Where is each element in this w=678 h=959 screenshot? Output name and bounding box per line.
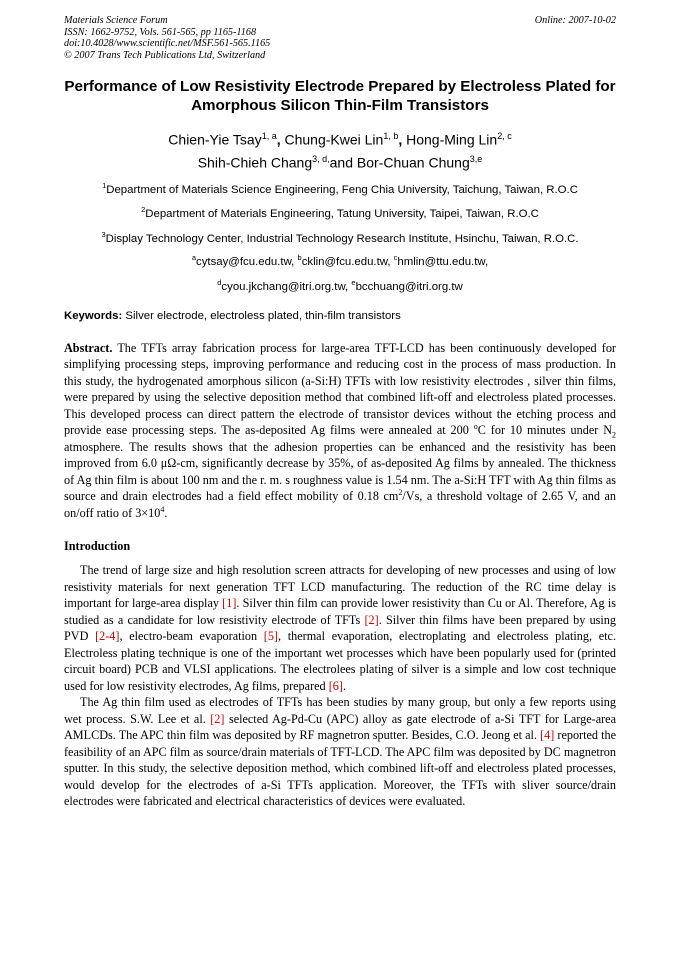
paragraph-text: . bbox=[342, 678, 346, 693]
degree-symbol: o bbox=[473, 422, 478, 432]
keywords-label: Keywords: bbox=[64, 309, 123, 322]
journal-name: Materials Science Forum bbox=[64, 15, 168, 26]
journal-copyright: © 2007 Trans Tech Publications Ltd, Switzerland bbox=[64, 49, 266, 61]
affiliation-text: Department of Materials Science Engineering, Feng Chia University, Taichung, Taiwan, R.O.C bbox=[106, 183, 578, 196]
abstract-label: Abstract. bbox=[64, 340, 113, 355]
email-link[interactable]: hmlin@ttu.edu.tw, bbox=[397, 255, 489, 268]
author-line-2 bbox=[64, 150, 616, 173]
citation-link[interactable]: [6] bbox=[328, 678, 343, 693]
citation-link[interactable]: [5] bbox=[263, 629, 278, 644]
author-name: Hong-Ming Lin bbox=[406, 132, 498, 149]
email-line-2: $^d$cyou.jkchang@itri.org.tw, $^e$bcchuang@itri.org.tw bbox=[217, 277, 463, 293]
paragraph-text: selected Ag-Pd-Cu (APC) alloy as gate electrode of a-Si TFT for Large-area AMLCDs. The APC thin film was deposited by RF magnetron sputter. Besides, C.O. Jeong et al. bbox=[64, 711, 616, 743]
citation-link[interactable]: [1] bbox=[222, 596, 237, 611]
paper-title: Performance of Low Resistivity Electrode Prepared by Electroless Plated for Amorphous Silicon Thin-Film Transistors bbox=[64, 78, 616, 115]
online-date: Online: 2007-10-02 bbox=[534, 15, 616, 26]
superscript: 4 bbox=[160, 504, 165, 514]
paragraph-text: The Ag thin film used as electrodes of TFTs has been studies by many group, but only a few reports using wet process. S.W. Lee et al. bbox=[64, 695, 616, 726]
citation-link[interactable]: [2] bbox=[210, 711, 225, 726]
journal-header bbox=[64, 15, 616, 61]
author-affil-mark: 3,e bbox=[469, 154, 483, 165]
affiliation-mark: 2 bbox=[141, 205, 146, 215]
citation-link[interactable]: [2] bbox=[364, 612, 379, 627]
abstract-text: C for 10 minutes under N bbox=[477, 423, 613, 438]
paragraph-text: The trend of large size and high resolution screen attracts for developing of new processes and using of low resistivity materials for next generation TFT LCD manufacturing. The reduction of the RC time delay is important for large-area display bbox=[64, 563, 616, 611]
author-name: Shih-Chieh Chang bbox=[197, 154, 313, 171]
journal-issn: ISSN: 1662-9752, Vols. 561-565, pp 1165-1168 bbox=[64, 26, 257, 38]
affiliation-mark: 1 bbox=[102, 180, 107, 190]
abstract-text: atmosphere. The results shows that the adhesion properties can be enhanced and the resistivity has been improved from 6.0 μΩ-cm, significantly decrease by 35%, of as-deposited Ag films by annealed. The thickness of Ag thin film is about 100 nm and the r. m. s roughness value is 1.54 nm. The a-Si:H TFT with Ag thin films as source and drain electrodes had a field effect mobility of 0.18 cm bbox=[64, 439, 616, 504]
citation-link[interactable]: [4] bbox=[540, 728, 555, 743]
superscript: 2 bbox=[398, 488, 403, 498]
intro-paragraph-1 bbox=[64, 562, 616, 694]
author-name: Chien-Yie Tsay bbox=[168, 132, 262, 149]
author-list bbox=[64, 127, 616, 172]
affiliation-2 bbox=[64, 203, 616, 221]
email-link[interactable]: cyou.jkchang@itri.org.tw, bbox=[221, 280, 349, 293]
author-line-1: Chien-Yie Tsay$^{1, a}$, Chung-Kwei Lin$^{1, b}$, Hong-Ming Lin$^{2, c}$ bbox=[168, 131, 512, 149]
author-affil-mark: 1, b bbox=[383, 131, 399, 142]
journal-doi: doi:10.4028/www.scientific.net/MSF.561-565.1165 bbox=[64, 38, 271, 50]
paper-page bbox=[64, 15, 616, 810]
email-link[interactable]: cklin@fcu.edu.tw, bbox=[301, 255, 391, 268]
affiliation-1 bbox=[64, 179, 616, 197]
email-link[interactable]: bcchuang@itri.org.tw bbox=[355, 280, 463, 293]
paragraph-text: . Silver thin films have been prepared by using PVD bbox=[64, 612, 616, 644]
author-affil-mark: 2, c bbox=[497, 131, 512, 142]
abstract bbox=[64, 340, 616, 522]
author-name: Chung-Kwei Lin bbox=[284, 132, 384, 149]
section-heading-introduction: Introduction bbox=[64, 539, 131, 554]
email-line-1: $^a$cytsay@fcu.edu.tw, $^b$cklin@fcu.edu.tw, $^c$hmlin@ttu.edu.tw, bbox=[191, 253, 489, 268]
subscript: 2 bbox=[612, 430, 617, 440]
author-name: and Bor-Chuan Chung bbox=[329, 154, 470, 171]
affiliations bbox=[64, 179, 616, 246]
affiliation-text: Display Technology Center, Industrial Technology Research Institute, Hsinchu, Taiwan, R.O.C. bbox=[105, 233, 579, 246]
affiliation-mark: 3 bbox=[101, 230, 106, 240]
keywords bbox=[64, 310, 616, 322]
affiliation-text: Department of Materials Engineering, Tatung University, Taipei, Taiwan, R.O.C bbox=[145, 208, 539, 221]
paragraph-text: , thermal evaporation, electroplating and electroless plating, etc. Electroless plating technique is one of the important wet processes which have been popularly used for (printed circuit board) PCB and VLSI applications. The electrolees plating of silver is a simple and low cost technique used for low resistivity electrodes, Ag films, prepared bbox=[64, 629, 616, 693]
author-affil-mark: 1, a bbox=[261, 131, 277, 142]
intro-paragraph-2 bbox=[64, 694, 616, 810]
abstract-text: /Vs, a threshold voltage of 2.65 V, and an on/off ratio of 3×10 bbox=[64, 489, 616, 520]
citation-link[interactable]: [2-4] bbox=[95, 629, 120, 644]
email-link[interactable]: cytsay@fcu.edu.tw, bbox=[196, 255, 295, 268]
paragraph-text: , electro-beam evaporation bbox=[119, 629, 264, 644]
paragraph-text: reported the feasibility of an APC film as source/drain materials of TFT-LCD. The APC film was deposited by DC magnetron sputter. In this study, the selective deposition method, which combined lift-off and electroless plated processes, would develop for the electrodes of a-Si TFTs application. Moreover, the TFTs with sliver source/drain electrodes were fabricated and electrical characteristics of devices were evaluated. bbox=[64, 728, 616, 809]
abstract-text: The TFTs array fabrication process for large-area TFT-LCD has been continuously developed for simplifying processing steps, improving performance and reducing cost in the process of mass production. In this study, the hydrogenated amorphous silicon (a-Si:H) TFTs with low resistivity electrodes , silver thin films, were prepared by using the selective deposition method that combined lift-off and electroless plated processes. This developed process can direct pattern the electrode of transistor devices without the etching process and provide ease processing steps. The as-deposited Ag films were annealed at 200 bbox=[64, 340, 616, 438]
paragraph-text: . Silver thin film can provide lower resistivity than Cu or Al. Therefore, Ag is studied as a candidate for low resistivity electrode of TFTs bbox=[64, 596, 616, 627]
author-affil-mark: 3, d, bbox=[312, 154, 330, 165]
keywords-text: Silver electrode, electroless plated, thin-film transistors bbox=[125, 309, 401, 322]
abstract-text: . bbox=[164, 505, 168, 520]
author-emails bbox=[64, 251, 616, 294]
affiliation-3 bbox=[64, 228, 616, 246]
